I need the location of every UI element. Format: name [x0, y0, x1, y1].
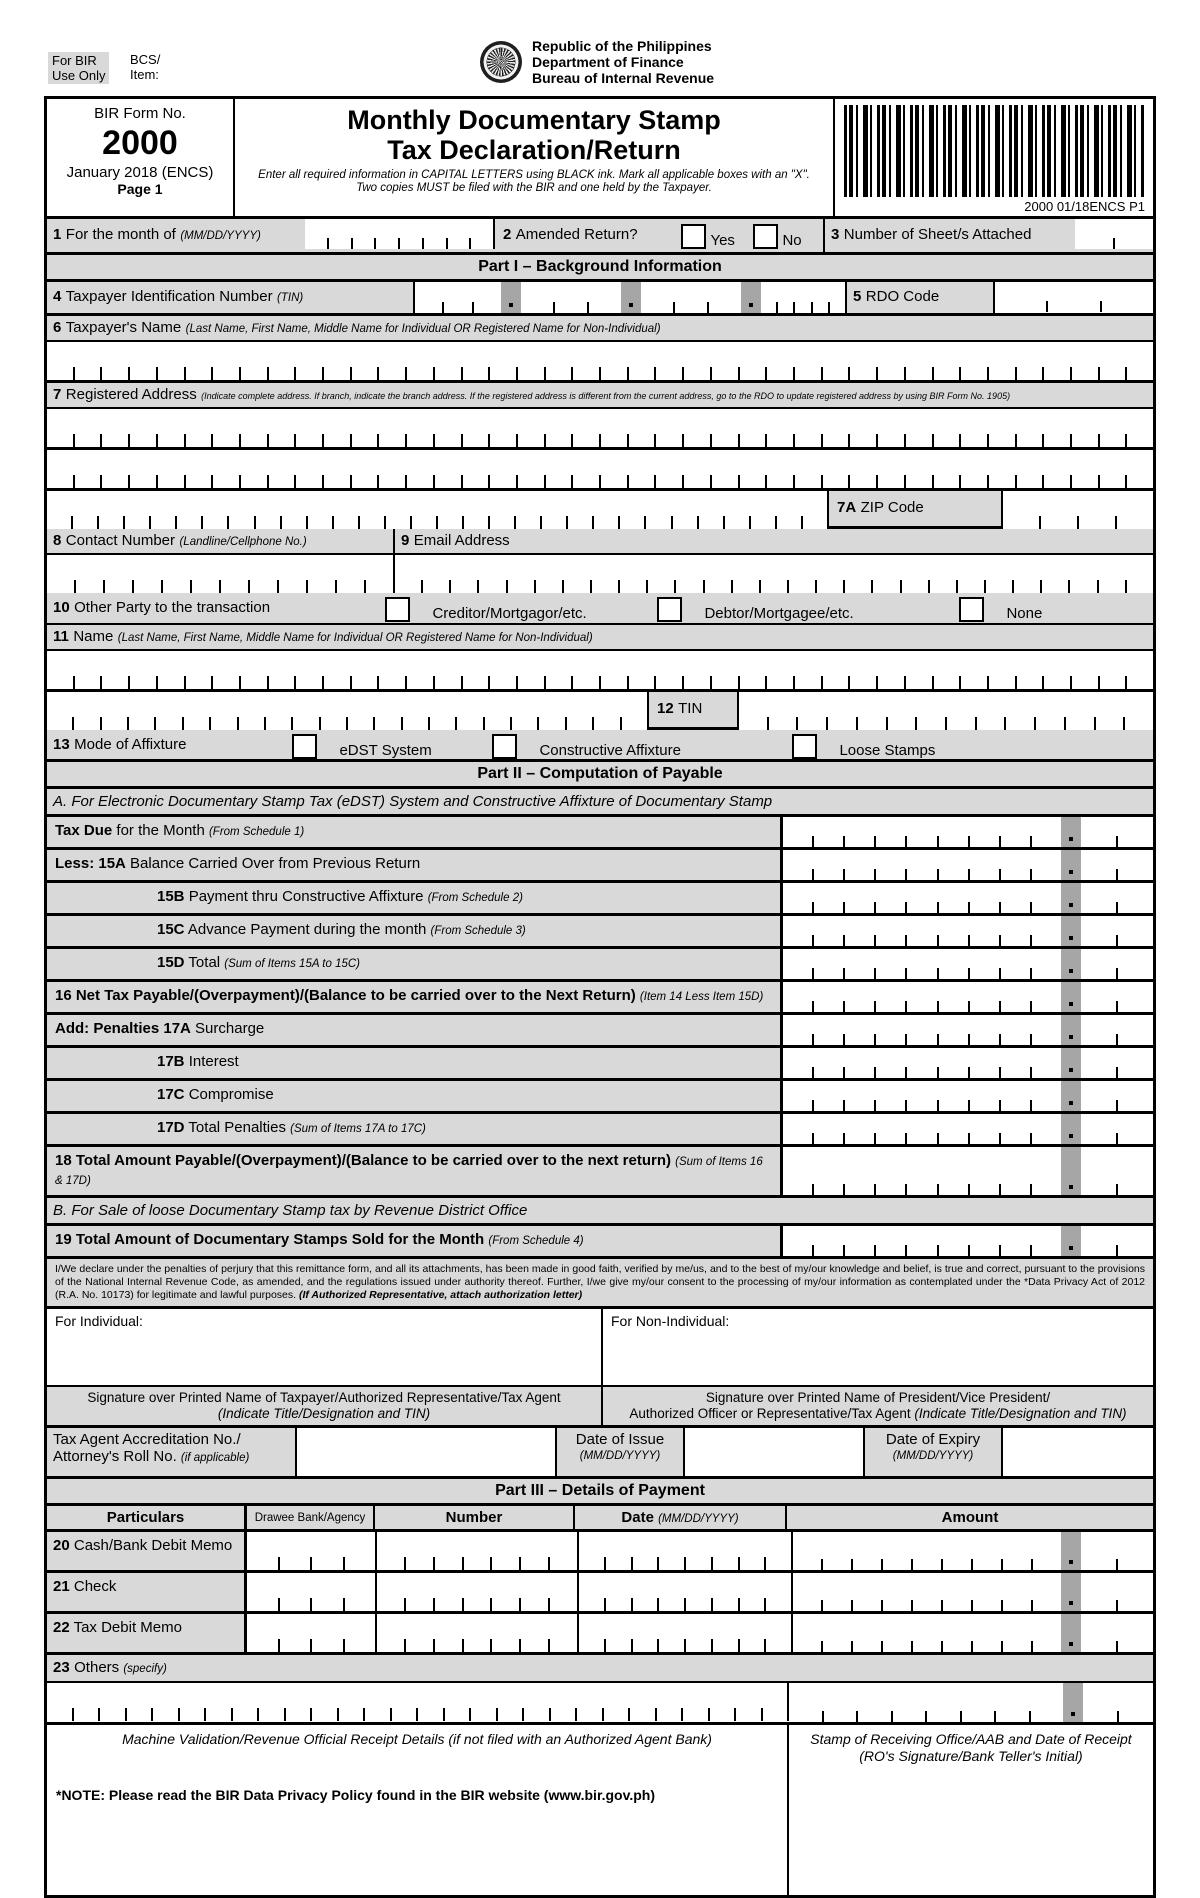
- particulars-cell: [47, 1614, 247, 1652]
- date-input[interactable]: [579, 1614, 793, 1652]
- item10-option3-cell[interactable]: [947, 593, 1153, 623]
- col-drawee: Drawee Bank/Agency: [247, 1506, 375, 1529]
- part3-column-headers: [47, 1506, 1153, 1532]
- amended-yes-label: Yes: [710, 232, 735, 249]
- item10-label-cell: [47, 593, 337, 623]
- creditor-label: Creditor/Mortgagor/etc.: [432, 605, 587, 622]
- item2-label-cell: [495, 219, 675, 252]
- bcs-item-label: [130, 52, 160, 82]
- number-input[interactable]: [377, 1614, 579, 1652]
- receiving-stamp-line1: Stamp of Receiving Office/AAB and Date of Receipt: [810, 1731, 1132, 1747]
- item3-sheets-input[interactable]: [1075, 219, 1153, 249]
- decimal-separator: [1061, 1048, 1081, 1078]
- item3-label-cell: [825, 219, 1075, 252]
- declaration-text: I/We declare under the penalties of perjury that this remittance form, and all its attachments, has been made in good faith, verified by me/us, and to the best of my/our knowledge and belief, is true and correct, pursuant to the provisions of the National Internal Revenue Code, as amended, and the regulations issued under authority thereof. Further, I/we give my/our consent to the processing of my/our information as contemplated under the *Data Privacy Act of 2012 (R.A. No. 10173) for legitimate and lawful purposes.: [55, 1263, 1145, 1301]
- row-other-party: [47, 593, 1153, 625]
- calc-row-hint: (Sum of Items 17A to 17C): [290, 1123, 426, 1135]
- item7-label-row: [47, 383, 1153, 409]
- form-no-value: 2000: [102, 124, 178, 162]
- agency-header: [480, 38, 714, 86]
- particulars-number: 20: [53, 1537, 70, 1554]
- data-privacy-footnote: *NOTE: Please read the BIR Data Privacy Policy found in the BIR website (www.bir.gov.ph): [56, 1787, 656, 1803]
- decimal-separator: [1061, 982, 1081, 1012]
- calc-row: [47, 1048, 1153, 1081]
- item7-hint: (Indicate complete address. If branch, indicate the branch address. If the registered address is different from the current address, go to the RDO to update registered address by using BIR Form No. 1905): [201, 391, 1011, 401]
- item7-label: Registered Address: [65, 386, 197, 403]
- form-number-block: [47, 99, 235, 216]
- row-contact-email-labels: [47, 529, 1153, 555]
- amount-input[interactable]: [793, 1532, 1153, 1570]
- item5-rdo-input[interactable]: [995, 282, 1153, 312]
- calc-row-hint: (From Schedule 1): [208, 826, 305, 838]
- declaration-text-block: [47, 1259, 1153, 1309]
- calc-row-label-cell: [47, 1015, 783, 1045]
- constructive-affixture-checkbox[interactable]: [492, 734, 517, 759]
- calc-row-bold: 17B: [157, 1053, 185, 1070]
- calc-row-hint: (Sum of Items 15A to 15C): [224, 958, 360, 970]
- loose-stamps-label: Loose Stamps: [839, 742, 936, 759]
- republic-line: Republic of the Philippines: [532, 38, 712, 54]
- calc-row-hint: (Item 14 Less Item 15D): [639, 991, 764, 1003]
- agent-accreditation-label: [47, 1428, 297, 1476]
- calc-row-label-cell: [47, 850, 783, 880]
- calc-row-label: Advance Payment during the month: [184, 921, 431, 938]
- edst-system-checkbox[interactable]: [292, 734, 317, 759]
- bcs-line1: BCS/: [130, 52, 161, 67]
- barcode-label: 2000 01/18ENCS P1: [1024, 199, 1145, 214]
- row-23-hint: (specify): [123, 1663, 167, 1675]
- calc-row-label-cell: [47, 1114, 783, 1144]
- item7a-label: ZIP Code: [860, 499, 924, 516]
- part1-band: Part I – Background Information: [47, 255, 1153, 282]
- sign-right-line1: Signature over Printed Name of President/Vice President/: [705, 1390, 1051, 1405]
- decimal-separator: [1061, 1573, 1081, 1611]
- declaration-auth-note: (If Authorized Representative, attach authorization letter): [298, 1289, 583, 1301]
- amended-yes-checkbox[interactable]: [681, 224, 706, 249]
- calc-row: [47, 1114, 1153, 1147]
- particulars-label: Cash/Bank Debit Memo: [69, 1537, 233, 1554]
- debtor-label: Debtor/Mortgagee/etc.: [704, 605, 854, 622]
- item4-tin-input[interactable]: [413, 282, 845, 313]
- item1-hint: (MM/DD/YYYY): [180, 230, 261, 242]
- calc-row-label-cell: [47, 916, 783, 946]
- decimal-separator: [1061, 1532, 1081, 1570]
- calc-row-amount-input[interactable]: [783, 1048, 1153, 1078]
- row-address-zip: [47, 491, 1153, 529]
- col-date-hint: (MM/DD/YYYY): [658, 1513, 739, 1525]
- date-issue-line1: Date of Issue: [575, 1431, 665, 1448]
- calc-row: [47, 982, 1153, 1015]
- machine-validation-label: Machine Validation/Revenue Official Receipt Details (if not filed with an Authorized Agent Bank): [122, 1731, 712, 1747]
- item11-hint: (Last Name, First Name, Middle Name for Individual OR Registered Name for Non-Individual): [117, 632, 593, 644]
- item2-no-cell[interactable]: [747, 219, 825, 252]
- part2-section-a: A. For Electronic Documentary Stamp Tax (eDST) System and Constructive Affixture of Documentary Stamp: [47, 789, 1153, 817]
- col-date: [575, 1506, 787, 1529]
- item1-label: For the month of: [65, 226, 176, 243]
- form-instructions: Enter all required information in CAPITAL LETTERS using BLACK ink. Mark all applicable boxes with an "X". Two copies MUST be filed with the BIR and one held by the Taxpayer.: [258, 169, 810, 194]
- department-line: Department of Finance: [532, 54, 684, 70]
- calc-row-bold: 17C: [157, 1086, 185, 1103]
- amount-input[interactable]: [793, 1614, 1153, 1652]
- signature-boxes: [47, 1309, 1153, 1387]
- calc-row: [47, 883, 1153, 916]
- table-row: [47, 1532, 1153, 1573]
- item5-number: 5: [853, 288, 862, 305]
- tin-separator-3: [741, 282, 761, 313]
- sign-right-line2a: Authorized Officer or Representative/Tax Agent: [629, 1406, 915, 1421]
- row-19-label: 19 Total Amount of Documentary Stamps Sold for the Month: [55, 1231, 485, 1248]
- form-version: January 2018 (ENCS): [66, 164, 214, 181]
- item13-number: 13: [53, 736, 70, 753]
- item4-label-cell: [47, 282, 413, 313]
- calc-row-amount-input[interactable]: [783, 817, 1153, 847]
- particulars-cell: [47, 1532, 247, 1570]
- row-23-others-label: [47, 1655, 1153, 1683]
- edst-system-label: eDST System: [339, 742, 432, 759]
- calc-row-hint: (Sum of Items 16 & 17D): [55, 1156, 763, 1187]
- item3-number: 3: [831, 226, 840, 243]
- item7a-zip-input[interactable]: [1003, 491, 1153, 529]
- decimal-separator: [1061, 1226, 1081, 1256]
- for-bir-line1: For BIR: [52, 53, 97, 68]
- for-individual-label: For Individual:: [55, 1313, 143, 1329]
- item2-number: 2: [503, 226, 512, 243]
- item7-address-line3[interactable]: [47, 491, 827, 529]
- calc-row-bold: 15B: [157, 888, 185, 905]
- item9-label-cell: [395, 529, 1153, 553]
- calc-row-bold: 15C: [157, 921, 185, 938]
- item8-contact-input[interactable]: [47, 555, 395, 593]
- barcode-icon: [844, 105, 1144, 197]
- row-19-stamps-sold: [47, 1226, 1153, 1259]
- agent-accreditation-input[interactable]: [297, 1428, 557, 1476]
- amended-no-label: No: [782, 232, 802, 249]
- item2-yes-cell[interactable]: [675, 219, 747, 252]
- item6-hint: (Last Name, First Name, Middle Name for Individual OR Registered Name for Non-Individual): [185, 323, 661, 335]
- calc-row-label-cell: [47, 1048, 783, 1078]
- row-23-amount-input[interactable]: [789, 1683, 1153, 1722]
- calc-row-amount-input[interactable]: [783, 883, 1153, 913]
- row-23-label: Others: [74, 1659, 124, 1676]
- calc-row: [47, 916, 1153, 949]
- validation-boxes: [47, 1725, 1153, 1895]
- row-mode-of-affixture: [47, 730, 1153, 762]
- calc-row-label: Surcharge: [190, 1020, 265, 1037]
- calc-row-label: for the Month: [112, 822, 209, 839]
- form-title-line2: Tax Declaration/Return: [387, 135, 681, 165]
- date-of-expiry-label: [865, 1428, 1003, 1476]
- calc-row-bold: 16 Net Tax Payable/(Overpayment)/(Balance to be carried over to the Next Return): [55, 987, 636, 1004]
- sign-right-line2: [609, 1406, 1147, 1422]
- decimal-separator: [1061, 1614, 1081, 1652]
- number-input[interactable]: [377, 1573, 579, 1611]
- agent-label-line2a: Attorney's Roll No.: [53, 1448, 181, 1465]
- item11-label-row: [47, 625, 1153, 651]
- amount-input[interactable]: [793, 1573, 1153, 1611]
- calc-row: [47, 850, 1153, 883]
- item4-hint: (TIN): [277, 292, 304, 304]
- item3-label: Number of Sheet/s Attached: [843, 226, 1032, 243]
- item1-label-cell: [47, 219, 305, 252]
- row-23-others-input[interactable]: [47, 1683, 789, 1721]
- creditor-checkbox[interactable]: [385, 597, 410, 622]
- row-name2-tin: [47, 692, 1153, 730]
- row-23-others-inputs: [47, 1683, 1153, 1725]
- item9-number: 9: [401, 532, 410, 549]
- item5-label-cell: [845, 282, 995, 313]
- row-contact-email-inputs: [47, 555, 1153, 593]
- calc-row-label: Interest: [184, 1053, 239, 1070]
- item1-number: 1: [53, 226, 62, 243]
- item11-number: 11: [53, 628, 69, 645]
- date-input[interactable]: [579, 1532, 793, 1570]
- calc-row-bold: Less: 15A: [55, 855, 126, 872]
- calc-row-label-cell: [47, 949, 783, 979]
- calc-row-label: Total Penalties: [184, 1119, 291, 1136]
- item12-label-cell: [647, 692, 739, 727]
- item6-name-input[interactable]: [47, 342, 1153, 383]
- item11-name-input-2[interactable]: [47, 692, 647, 730]
- calc-row: [47, 817, 1153, 850]
- machine-validation-box[interactable]: [47, 1725, 789, 1895]
- item1-month-input[interactable]: [305, 219, 495, 249]
- calc-row-amount-input[interactable]: [783, 1081, 1153, 1111]
- col-amount: Amount: [941, 1509, 999, 1526]
- for-bir-line2: Use Only: [52, 68, 106, 83]
- item12-label: TIN: [678, 700, 703, 717]
- item13-label-cell: [47, 730, 262, 759]
- calc-row-label-cell: [47, 982, 783, 1012]
- item8-label: Contact Number: [65, 532, 176, 549]
- receiving-stamp-line2: (RO's Signature/Bank Teller's Initial): [859, 1748, 1083, 1764]
- decimal-separator: [1061, 949, 1081, 979]
- item6-label: Taxpayer's Name: [65, 319, 182, 336]
- item9-label: Email Address: [413, 532, 510, 549]
- receiving-stamp-box[interactable]: [789, 1725, 1153, 1895]
- sign-left-caption: [47, 1387, 603, 1425]
- decimal-separator: [1061, 1081, 1081, 1111]
- date-of-issue-label: [557, 1428, 685, 1476]
- item4-label: Taxpayer Identification Number: [65, 288, 273, 305]
- calc-row-label: Total: [184, 954, 225, 971]
- item6-label-row: [47, 316, 1153, 342]
- date-expiry-line1: Date of Expiry: [885, 1431, 981, 1448]
- col-number: Number: [375, 1506, 575, 1529]
- item4-number: 4: [53, 288, 62, 305]
- item13-option1-cell[interactable]: [262, 730, 462, 759]
- calc-row-amount-input[interactable]: [783, 1015, 1153, 1045]
- for-bir-use-only-label: [48, 52, 109, 84]
- sign-left-line2: (Indicate Title/Designation and TIN): [217, 1406, 431, 1421]
- date-input[interactable]: [579, 1573, 793, 1611]
- calc-row-label: Compromise: [184, 1086, 274, 1103]
- number-input[interactable]: [377, 1532, 579, 1570]
- item10-number: 10: [53, 599, 70, 616]
- none-label: None: [1006, 605, 1043, 622]
- item9-email-input[interactable]: [395, 555, 1153, 593]
- form-body: [44, 96, 1156, 1898]
- debtor-checkbox[interactable]: [657, 597, 682, 622]
- calc-row-bold: Tax Due: [55, 822, 113, 839]
- item7-address-line2[interactable]: [47, 450, 1153, 491]
- calc-row-hint: (From Schedule 3): [430, 925, 526, 937]
- calc-row-amount-input[interactable]: [783, 916, 1153, 946]
- decimal-separator: [1063, 1683, 1083, 1722]
- row-month-amended-sheets: [47, 219, 1153, 255]
- particulars-label: Check: [69, 1578, 117, 1595]
- item11-name-input[interactable]: [47, 651, 1153, 692]
- form-title-line1: Monthly Documentary Stamp: [347, 105, 721, 135]
- for-non-individual-label: For Non-Individual:: [611, 1313, 730, 1329]
- sign-left-line1: Signature over Printed Name of Taxpayer/Authorized Representative/Tax Agent: [87, 1390, 561, 1405]
- decimal-separator: [1061, 850, 1081, 880]
- date-expiry-line2: (MM/DD/YYYY): [892, 1450, 974, 1462]
- part2-calc-rows: [47, 817, 1153, 1198]
- calc-row-label-cell: [47, 1147, 783, 1195]
- calc-row-label-cell: [47, 817, 783, 847]
- bir-seal-icon: [480, 41, 522, 83]
- item13-option3-cell[interactable]: [762, 730, 1153, 759]
- calc-row-amount-input[interactable]: [783, 850, 1153, 880]
- tax-agent-row: [47, 1428, 1153, 1479]
- amended-no-checkbox[interactable]: [753, 224, 778, 249]
- row-19-hint: (From Schedule 4): [488, 1235, 584, 1247]
- particulars-label: Tax Debit Memo: [69, 1619, 182, 1636]
- drawee-bank-input[interactable]: [247, 1614, 377, 1652]
- part2-section-b: B. For Sale of loose Documentary Stamp tax by Revenue District Office: [47, 1198, 1153, 1226]
- row-23-number: 23: [53, 1659, 70, 1676]
- item6-number: 6: [53, 319, 62, 336]
- bcs-line2: Item:: [130, 67, 159, 82]
- sign-right-caption: [603, 1387, 1153, 1425]
- particulars-number: 22: [53, 1619, 70, 1636]
- calc-row-amount-input[interactable]: [783, 1114, 1153, 1144]
- item7-address-line1[interactable]: [47, 409, 1153, 450]
- item7a-number: 7A: [837, 499, 857, 516]
- decimal-separator: [1061, 883, 1081, 913]
- item10-option1-cell[interactable]: [337, 593, 637, 623]
- calc-row: [47, 1147, 1153, 1198]
- item12-tin-input[interactable]: [739, 692, 1153, 730]
- agent-label-line2b: (if applicable): [180, 1452, 250, 1464]
- item12-number: 12: [657, 700, 674, 717]
- particulars-number: 21: [53, 1578, 70, 1595]
- particulars-cell: [47, 1573, 247, 1611]
- calc-row-label-cell: [47, 1081, 783, 1111]
- decimal-separator: [1061, 817, 1081, 847]
- col-date-label: Date: [621, 1509, 659, 1526]
- signature-captions: [47, 1387, 1153, 1428]
- calc-row-label-cell: [47, 883, 783, 913]
- calc-row-amount-input[interactable]: [783, 982, 1153, 1012]
- item2-label: Amended Return?: [515, 226, 638, 243]
- for-individual-box[interactable]: [47, 1309, 603, 1385]
- barcode-block: [835, 99, 1153, 216]
- calc-row-label: Balance Carried Over from Previous Return: [125, 855, 421, 872]
- agency-lines: [532, 38, 714, 86]
- calc-row-bold: 17D: [157, 1119, 185, 1136]
- drawee-bank-input[interactable]: [247, 1532, 377, 1570]
- decimal-separator: [1061, 1147, 1081, 1195]
- item5-label: RDO Code: [865, 288, 940, 305]
- constructive-affixture-label: Constructive Affixture: [539, 742, 681, 759]
- item8-number: 8: [53, 532, 62, 549]
- row-19-amount-input[interactable]: [783, 1226, 1153, 1256]
- date-of-issue-input[interactable]: [685, 1428, 865, 1476]
- agent-label-line2: [53, 1448, 289, 1467]
- calc-row-bold: Add: Penalties 17A: [55, 1020, 191, 1037]
- date-issue-line2: (MM/DD/YYYY): [579, 1450, 661, 1462]
- drawee-bank-input[interactable]: [247, 1573, 377, 1611]
- calc-row: [47, 949, 1153, 982]
- item7-number: 7: [53, 386, 62, 403]
- calc-row-hint: (From Schedule 2): [427, 892, 523, 904]
- form-no-label: BIR Form No.: [94, 105, 186, 122]
- decimal-separator: [1061, 1114, 1081, 1144]
- row-19-label-cell: [47, 1226, 783, 1256]
- item10-label: Other Party to the transaction: [74, 599, 271, 616]
- top-strip: [0, 0, 1200, 86]
- calc-row-label: Payment thru Constructive Affixture: [184, 888, 428, 905]
- calc-row-amount-input[interactable]: [783, 949, 1153, 979]
- decimal-separator: [1061, 916, 1081, 946]
- item13-option2-cell[interactable]: [462, 730, 762, 759]
- loose-stamps-checkbox[interactable]: [792, 734, 817, 759]
- for-non-individual-box[interactable]: [603, 1309, 1153, 1385]
- col-particulars: Particulars: [47, 1506, 247, 1529]
- part2-band: Part II – Computation of Payable: [47, 762, 1153, 789]
- part3-band: Part III – Details of Payment: [47, 1479, 1153, 1506]
- form-title-block: [235, 99, 835, 216]
- tin-separator-2: [621, 282, 641, 313]
- bureau-line: Bureau of Internal Revenue: [532, 70, 715, 86]
- decimal-separator: [1061, 1015, 1081, 1045]
- part3-payment-rows: [47, 1532, 1153, 1655]
- sign-right-line2b: (Indicate Title/Designation and TIN): [914, 1406, 1127, 1421]
- date-of-expiry-input[interactable]: [1003, 1428, 1153, 1476]
- table-row: [47, 1614, 1153, 1655]
- calc-row-bold: 15D: [157, 954, 185, 971]
- form-header: [47, 99, 1153, 219]
- item8-hint: (Landline/Cellphone No.): [179, 536, 307, 548]
- calc-row: [47, 1015, 1153, 1048]
- row-tin-rdo: [47, 282, 1153, 316]
- calc-row-amount-input[interactable]: [783, 1147, 1153, 1195]
- none-checkbox[interactable]: [959, 597, 984, 622]
- item7a-label-cell: [827, 491, 1003, 526]
- calc-row-bold: 18 Total Amount Payable/(Overpayment)/(Balance to be carried over to the next return): [55, 1152, 671, 1169]
- item13-label: Mode of Affixture: [74, 736, 187, 753]
- table-row: [47, 1573, 1153, 1614]
- form-page: Page 1: [117, 181, 163, 197]
- tin-separator-1: [501, 282, 521, 313]
- item11-label: Name: [73, 628, 114, 645]
- calc-row: [47, 1081, 1153, 1114]
- agent-label-line1: Tax Agent Accreditation No./: [53, 1431, 241, 1448]
- item8-label-cell: [47, 529, 395, 553]
- item10-option2-cell[interactable]: [637, 593, 947, 623]
